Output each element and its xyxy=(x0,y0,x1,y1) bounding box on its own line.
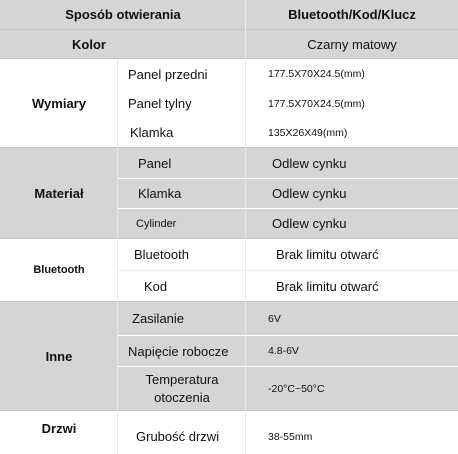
row-value-panel-tylny: 177.5X70X24.5(mm) xyxy=(246,89,458,118)
row-value-panel-przedni: 177.5X70X24.5(mm) xyxy=(246,59,458,89)
row-divider xyxy=(118,178,458,179)
category-wymiary: Wymiary xyxy=(0,59,118,147)
row-label-temperatura: Temperatura otoczenia xyxy=(118,367,246,410)
column-divider xyxy=(117,59,118,454)
color-value: Czarny matowy xyxy=(307,36,397,52)
color-value-cell xyxy=(246,30,458,58)
category-material: Materiał xyxy=(0,148,118,238)
row-value-klamka-wymiary: 135X26X49(mm) xyxy=(246,118,458,147)
row-value-panel: Odlew cynku xyxy=(246,148,458,178)
row-label-napiecie-robocze: Napięcie robocze xyxy=(118,336,246,366)
header-value-cell xyxy=(246,0,458,29)
row-value-napiecie-robocze: 4.8-6V xyxy=(246,336,458,366)
color-label-cell xyxy=(0,30,246,58)
row-label-panel: Panel xyxy=(118,148,246,178)
category-drzwi: Drzwi xyxy=(0,411,118,454)
category-inne: Inne xyxy=(0,302,118,410)
row-value-grubosc-drzwi: 38-55mm xyxy=(246,411,458,454)
row-label-kod: Kod xyxy=(118,271,246,301)
category-bluetooth: Bluetooth xyxy=(0,239,118,301)
row-divider xyxy=(118,270,458,271)
row-divider xyxy=(118,366,458,367)
row-label-klamka-wymiary: Klamka xyxy=(118,118,246,147)
column-divider xyxy=(245,0,246,454)
row-label-zasilanie: Zasilanie xyxy=(118,302,246,335)
row-value-cylinder: Odlew cynku xyxy=(246,209,458,238)
separator xyxy=(0,301,458,302)
row-label-panel-tylny: Panel tylny xyxy=(118,89,246,118)
header-label-cell xyxy=(0,0,246,29)
row-divider xyxy=(118,335,458,336)
separator xyxy=(0,147,458,148)
row-value-kod: Brak limitu otwarć xyxy=(246,271,458,301)
header-value: Bluetooth/Kod/Klucz xyxy=(288,7,416,22)
row-divider xyxy=(118,208,458,209)
separator xyxy=(0,58,458,59)
row-label-klamka-material: Klamka xyxy=(118,179,246,208)
row-label-cylinder: Cylinder xyxy=(118,209,246,238)
row-value-bluetooth: Brak limitu otwarć xyxy=(246,239,458,270)
row-value-klamka-material: Odlew cynku xyxy=(246,179,458,208)
color-label: Kolor xyxy=(72,36,106,52)
row-value-temperatura: -20°C~50°C xyxy=(246,367,458,410)
separator xyxy=(0,238,458,239)
row-label-bluetooth: Bluetooth xyxy=(118,239,246,270)
row-value-zasilanie: 6V xyxy=(246,302,458,335)
separator xyxy=(0,410,458,411)
row-label-panel-przedni: Panel przedni xyxy=(118,59,246,89)
row-label-grubosc-drzwi: Grubość drzwi xyxy=(118,411,246,454)
header-label: Sposób otwierania xyxy=(65,7,181,22)
separator xyxy=(0,29,458,30)
